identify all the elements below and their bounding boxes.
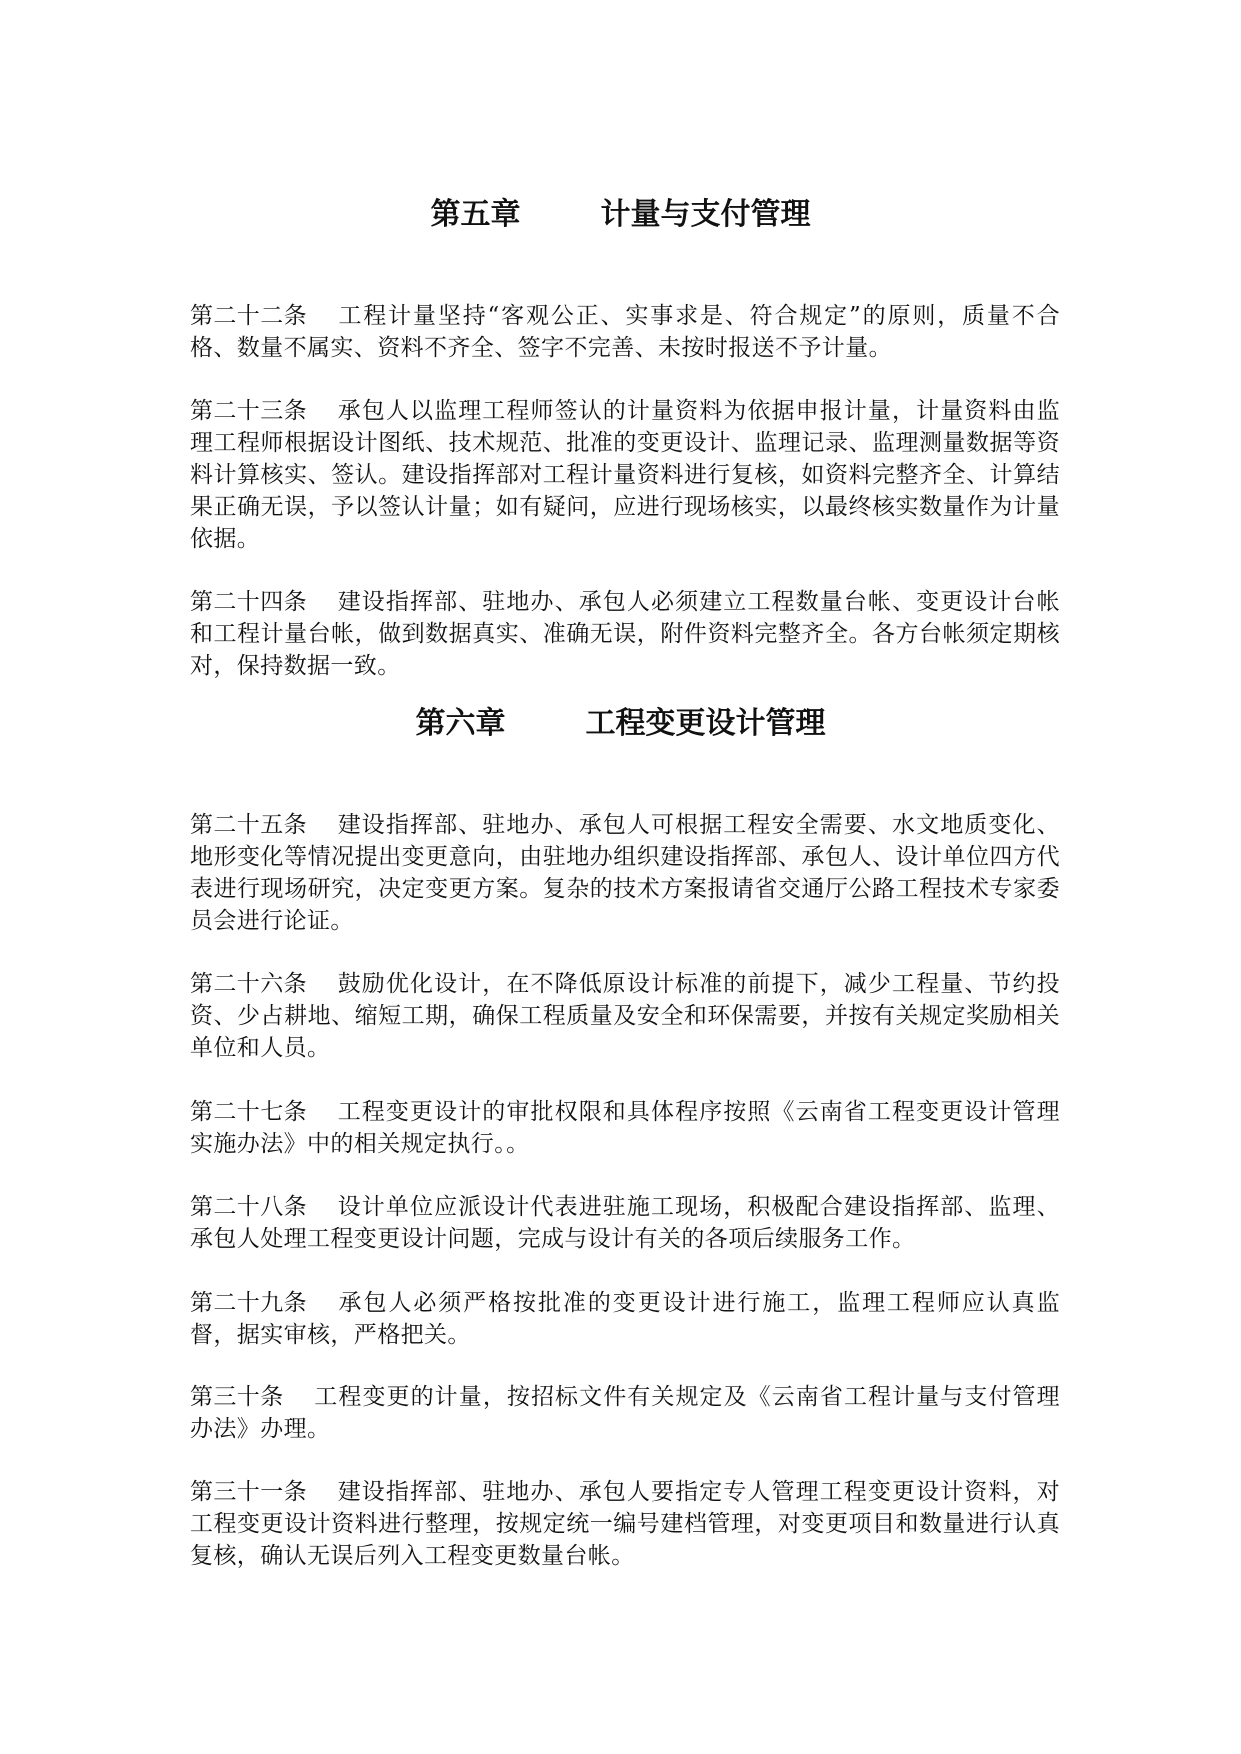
article-30 — [190, 1381, 1060, 1445]
article-31 — [190, 1476, 1060, 1572]
article-number: 第二十六条 — [190, 971, 307, 997]
article-number: 第二十五条 — [190, 812, 307, 838]
article-23 — [190, 395, 1060, 555]
chapter-heading-6 — [0, 704, 1241, 744]
article-text: 承包人以监理工程师签认的计量资料为依据申报计量，计量资料由监理工程师根据设计图纸、技术规范、批准的变更设计、监理记录、监理测量数据等资料计算核实、签认。建设指挥部对工程计量资料进行复核，如资料完整齐全、计算结果正确无误，予以签认计量；如有疑问，应进行现场核实，以最终核实数量作为计量依据。 — [190, 398, 1060, 552]
article-text: 鼓励优化设计，在不降低原设计标准的前提下，减少工程量、节约投资、少占耕地、缩短工期，确保工程质量及安全和环保需要，并按有关规定奖励相关单位和人员。 — [190, 971, 1060, 1061]
article-text: 建设指挥部、驻地办、承包人要指定专人管理工程变更设计资料，对工程变更设计资料进行整理，按规定统一编号建档管理，对变更项目和数量进行认真复核，确认无误后列入工程变更数量台帐。 — [190, 1479, 1060, 1569]
article-number: 第二十三条 — [190, 398, 307, 424]
chapter-number: 第六章 — [415, 706, 506, 741]
article-text: 工程变更的计量，按招标文件有关规定及《云南省工程计量与支付管理办法》办理。 — [190, 1384, 1060, 1442]
chapter-title: 计量与支付管理 — [600, 197, 811, 232]
article-text: 工程计量坚持“客观公正、实事求是、符合规定”的原则，质量不合格、数量不属实、资料不齐全、签字不完善、未按时报送不予计量。 — [190, 303, 1060, 361]
article-number: 第三十条 — [190, 1384, 284, 1410]
article-text: 建设指挥部、驻地办、承包人必须建立工程数量台帐、变更设计台帐和工程计量台帐，做到数据真实、准确无误，附件资料完整齐全。各方台帐须定期核对，保持数据一致。 — [190, 589, 1060, 679]
article-number: 第二十八条 — [190, 1194, 307, 1220]
article-number: 第二十九条 — [190, 1290, 307, 1316]
article-text: 承包人必须严格按批准的变更设计进行施工，监理工程师应认真监督，据实审核，严格把关。 — [190, 1290, 1060, 1348]
chapter-heading-5 — [0, 195, 1241, 235]
article-text: 设计单位应派设计代表进驻施工现场，积极配合建设指挥部、监理、承包人处理工程变更设计问题，完成与设计有关的各项后续服务工作。 — [190, 1194, 1060, 1252]
article-number: 第二十四条 — [190, 589, 307, 615]
article-28 — [190, 1191, 1060, 1255]
article-number: 第三十一条 — [190, 1479, 307, 1505]
chapter-title: 工程变更设计管理 — [585, 706, 826, 741]
article-29 — [190, 1287, 1060, 1351]
article-26 — [190, 968, 1060, 1064]
article-27 — [190, 1096, 1060, 1160]
article-text: 建设指挥部、驻地办、承包人可根据工程安全需要、水文地质变化、地形变化等情况提出变更意向，由驻地办组织建设指挥部、承包人、设计单位四方代表进行现场研究，决定变更方案。复杂的技术方案报请省交通厅公路工程技术专家委员会进行论证。 — [190, 812, 1060, 934]
chapter-number: 第五章 — [430, 197, 521, 232]
article-number: 第二十七条 — [190, 1099, 307, 1125]
article-22 — [190, 300, 1060, 364]
article-number: 第二十二条 — [190, 303, 307, 329]
article-25 — [190, 809, 1060, 937]
article-24 — [190, 586, 1060, 682]
article-text: 工程变更设计的审批权限和具体程序按照《云南省工程变更设计管理实施办法》中的相关规定执行。。 — [190, 1099, 1060, 1157]
